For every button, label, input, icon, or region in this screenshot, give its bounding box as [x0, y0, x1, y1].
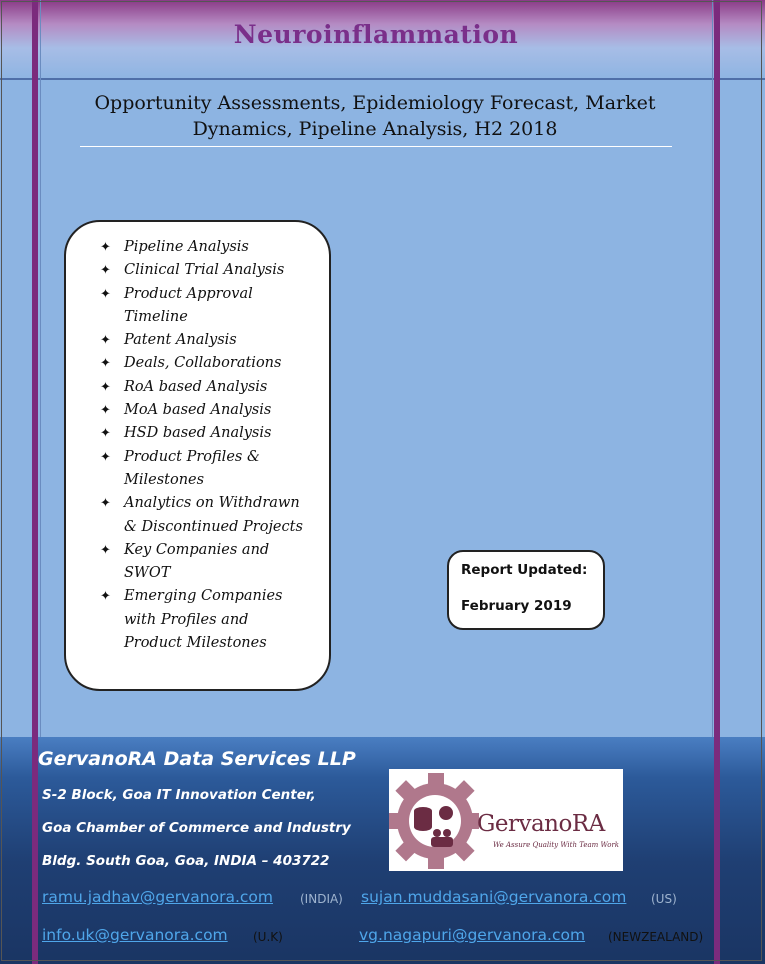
region-newzealand: (NEWZEALAND): [608, 930, 704, 944]
subtitle-line-2: Dynamics, Pipeline Analysis, H2 2018: [192, 118, 558, 140]
report-updated-label: Report Updated:: [461, 562, 588, 578]
four-point-star-bullet-icon: ✦: [100, 403, 111, 419]
four-point-star-bullet-icon: ✦: [100, 333, 111, 349]
four-point-star-bullet-icon: ✦: [100, 496, 111, 512]
feature-item: ✦ Clinical Trial Analysis: [100, 259, 311, 282]
four-point-star-bullet-icon: ✦: [100, 449, 111, 465]
email-link-us[interactable]: sujan.muddasani@gervanora.com: [361, 888, 627, 906]
region-india: (INDIA): [300, 892, 343, 906]
subtitle-line-1: Opportunity Assessments, Epidemiology Forecast, Market: [94, 92, 656, 114]
feature-item: ✦ Product Approval Timeline: [100, 283, 311, 330]
logo-name: GervanoRA: [477, 811, 605, 837]
four-point-star-bullet-icon: ✦: [100, 263, 111, 279]
address-line-3: Bldg. South Goa, Goa, INDIA – 403722: [42, 853, 330, 869]
feature-item: ✦ Emerging Companies with Profiles and Product Milestones: [100, 585, 311, 655]
feature-item: ✦ Patent Analysis: [100, 329, 311, 352]
feature-item: ✦ Pipeline Analysis: [100, 236, 311, 259]
four-point-star-bullet-icon: ✦: [100, 286, 111, 302]
email-link-uk[interactable]: info.uk@gervanora.com: [42, 926, 228, 944]
four-point-star-bullet-icon: ✦: [100, 379, 111, 395]
page-border: [1, 1, 762, 961]
region-us: (US): [651, 892, 677, 906]
company-name: GervanoRA Data Services LLP: [38, 748, 356, 770]
four-point-star-bullet-icon: ✦: [100, 240, 111, 255]
region-uk: (U.K): [253, 930, 283, 944]
feature-item: ✦ Deals, Collaborations: [100, 352, 311, 375]
email-link-india[interactable]: ramu.jadhav@gervanora.com: [42, 888, 273, 906]
email-link-newzealand[interactable]: vg.nagapuri@gervanora.com: [359, 926, 586, 944]
page-title: Neuroinflammation: [233, 20, 519, 49]
four-point-star-bullet-icon: ✦: [100, 589, 111, 605]
four-point-star-bullet-icon: ✦: [100, 356, 111, 372]
feature-item: ✦ HSD based Analysis: [100, 422, 311, 445]
address-line-1: S-2 Block, Goa IT Innovation Center,: [42, 787, 316, 803]
address-line-2: Goa Chamber of Commerce and Industry: [42, 820, 351, 836]
report-updated-date: February 2019: [461, 598, 572, 614]
feature-item: ✦ MoA based Analysis: [100, 399, 311, 422]
four-point-star-bullet-icon: ✦: [100, 542, 111, 558]
feature-item: ✦ Key Companies and SWOT: [100, 539, 311, 586]
logo-tagline: We Assure Quality With Team Work: [493, 841, 620, 849]
feature-item: ✦ Analytics on Withdrawn & Discontinued Projects: [100, 492, 311, 539]
four-point-star-bullet-icon: ✦: [100, 426, 111, 442]
feature-item: ✦ RoA based Analysis: [100, 376, 311, 399]
feature-item: ✦ Product Profiles & Milestones: [100, 446, 311, 493]
